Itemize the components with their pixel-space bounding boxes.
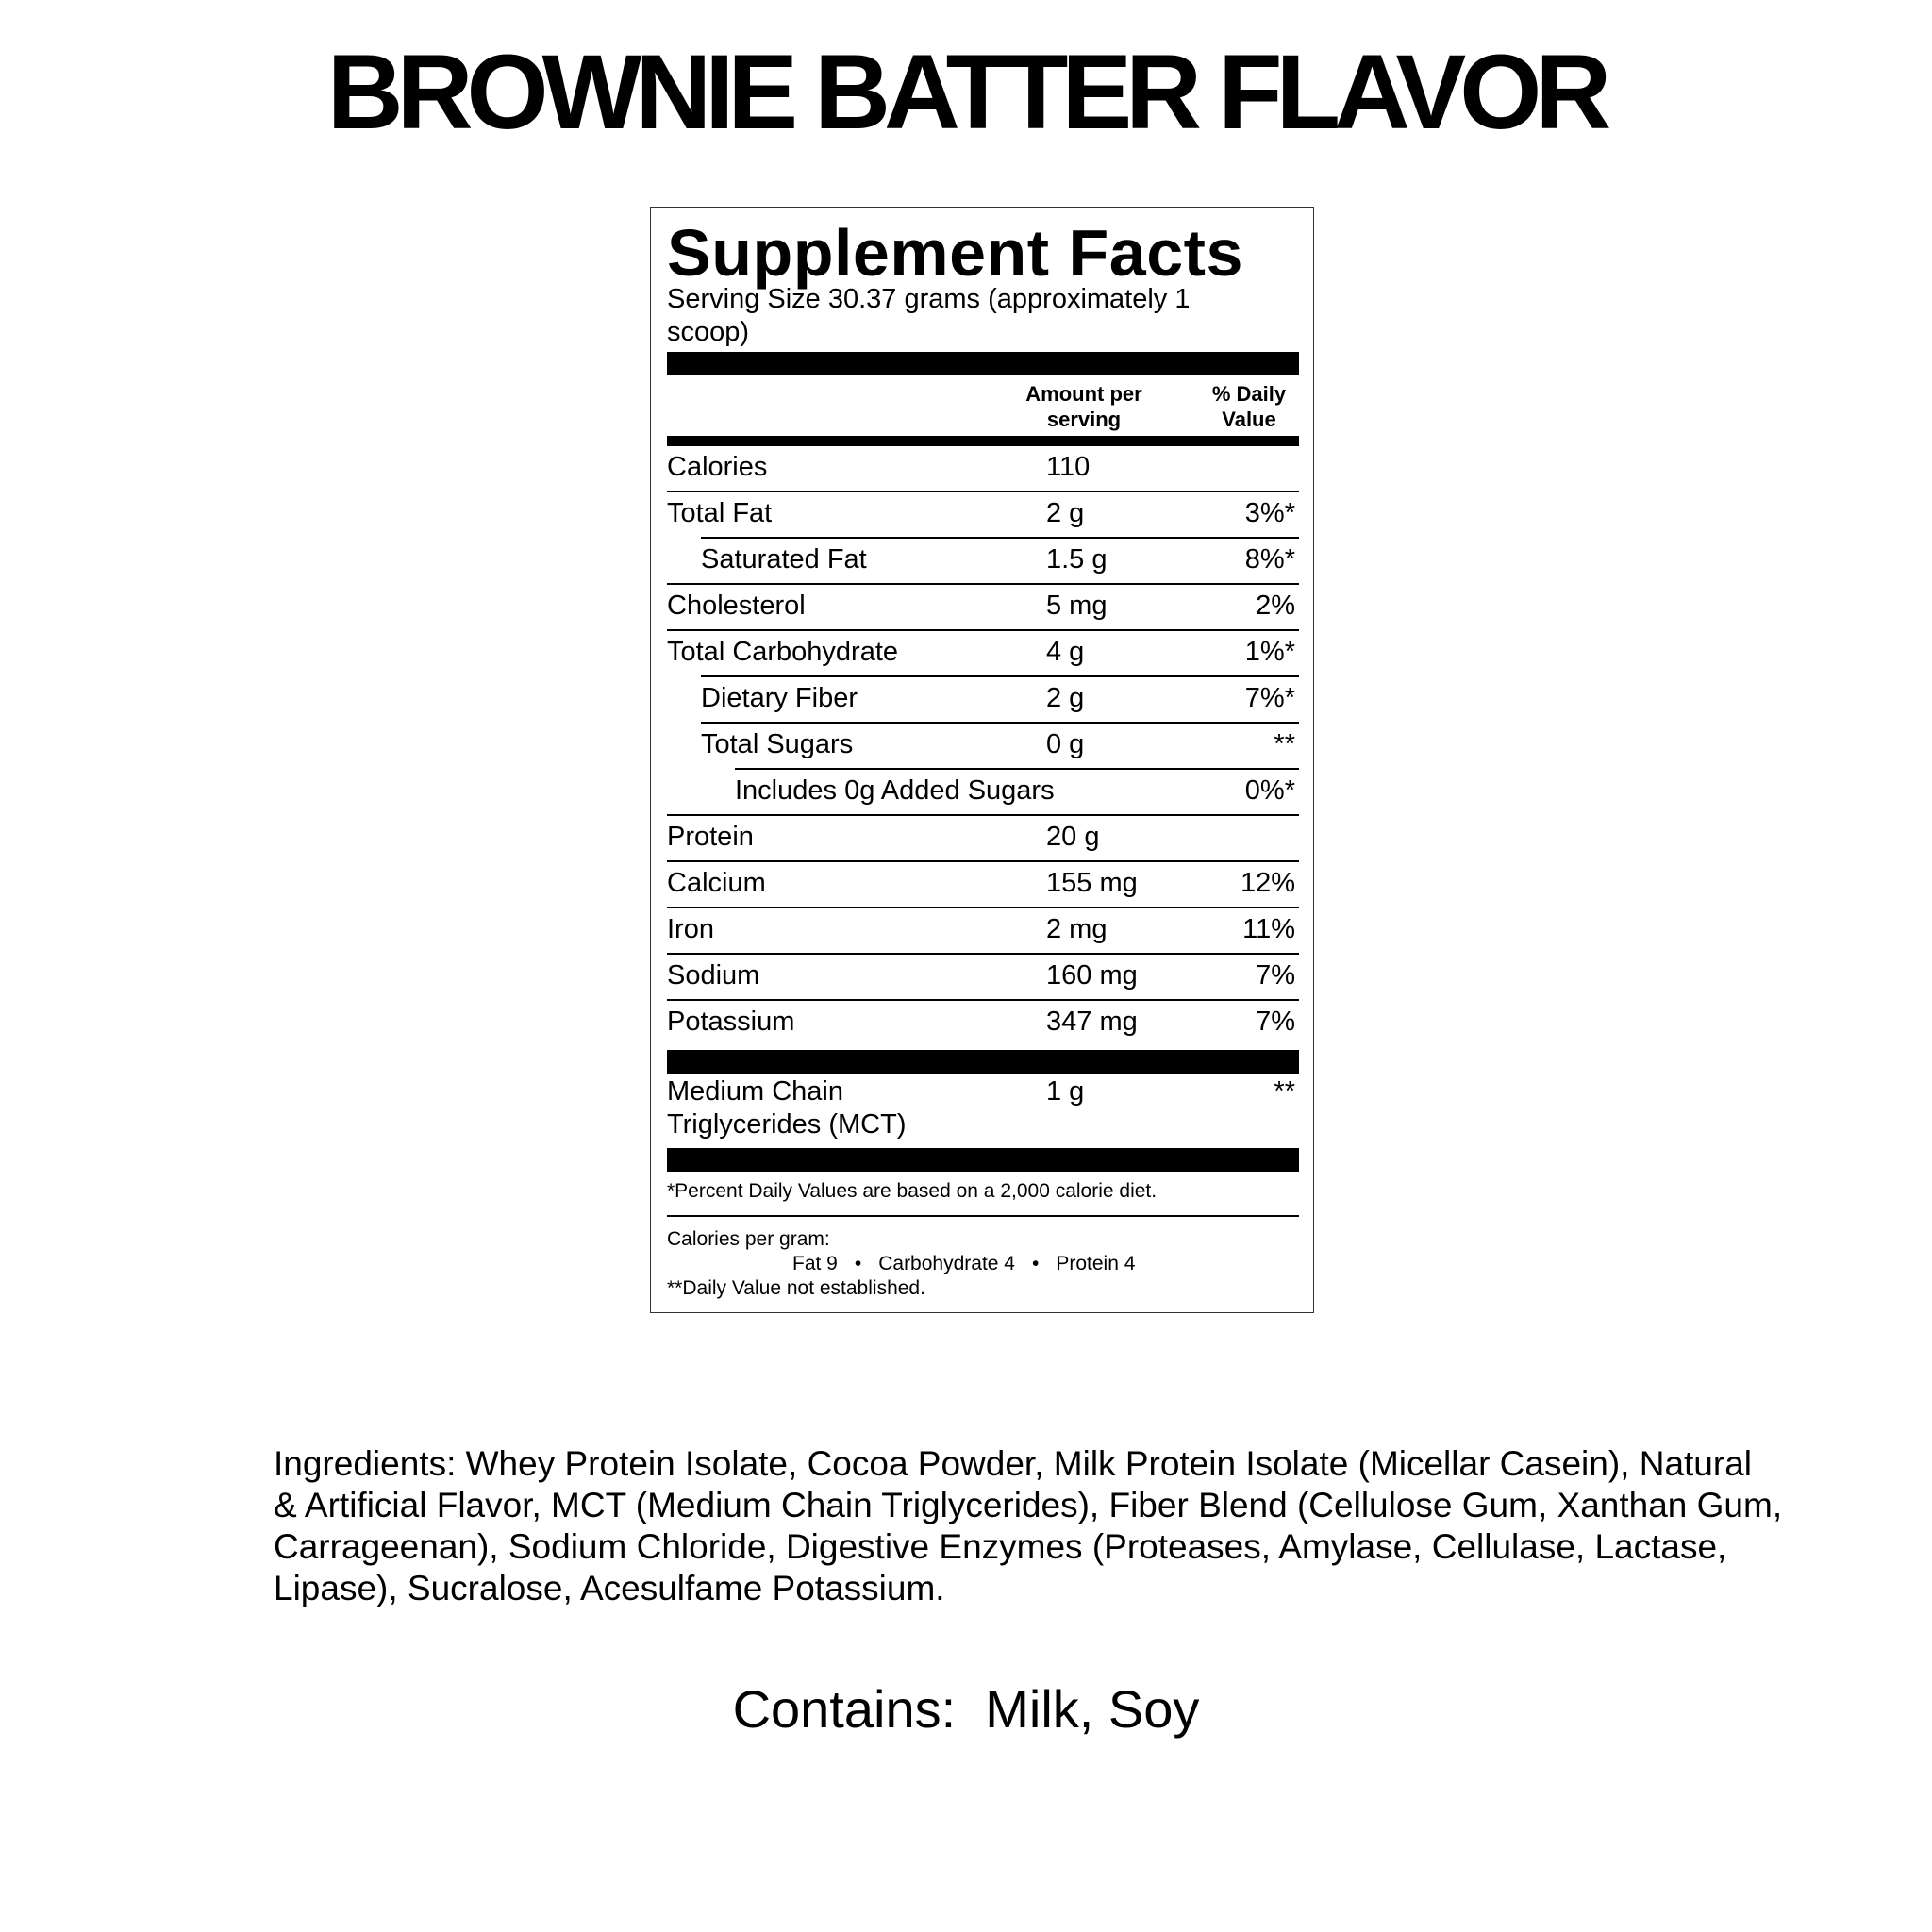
nutrient-amount: 0 g	[1046, 729, 1085, 759]
footnote-rule	[667, 1215, 1299, 1217]
daily-value-footnote: *Percent Daily Values are based on a 2,000 calorie diet.	[667, 1180, 1158, 1202]
mct-amount: 1 g	[1046, 1076, 1085, 1107]
nutrient-name: Total Carbohydrate	[667, 637, 899, 667]
header-divider-bar	[667, 436, 1299, 446]
ingredients-text: Ingredients: Whey Protein Isolate, Cocoa Powder, Milk Protein Isolate (Micellar Casein), Natural & Artificial Flavor, MCT (Medium Chain Triglycerides), Fiber Blend (Cellulose Gum, Xanthan Gum, Carrageenan), Sodium Chloride, Digestive Enzymes (Proteases, Amylase, Cellulase, Lactase, Lipase), Sucralose, Acesulfame Potassium.	[274, 1444, 1783, 1607]
nutrient-amount: 2 g	[1046, 498, 1085, 528]
nutrient-daily-value: 1%*	[1244, 637, 1295, 667]
amount-per-serving-header: Amount per serving	[1025, 382, 1142, 431]
nutrient-amount: 347 mg	[1046, 1007, 1138, 1037]
nutrient-name: Iron	[667, 914, 714, 944]
supplement-facts-panel	[650, 207, 1314, 1313]
nutrient-row	[667, 908, 1299, 955]
allergen-contains: Contains: Milk, Soy	[732, 1679, 1200, 1739]
nutrient-row	[667, 1001, 1299, 1047]
calories-per-gram-label: Calories per gram:	[667, 1228, 830, 1250]
nutrient-name: Sodium	[667, 960, 760, 991]
nutrient-daily-value: 0%*	[1244, 775, 1295, 806]
nutrient-name: Cholesterol	[667, 591, 806, 621]
daily-value-header: % Daily Value	[1211, 382, 1287, 431]
nutrient-row	[667, 446, 1299, 492]
nutrient-daily-value: 2%	[1256, 591, 1295, 621]
calories-per-gram-values	[792, 1252, 1135, 1276]
nutrient-daily-value: 12%	[1240, 868, 1295, 898]
supplement-facts-heading: Supplement Facts	[667, 216, 1243, 290]
nutrient-row	[667, 539, 1299, 585]
nutrient-amount: 2 g	[1046, 683, 1085, 713]
nutrient-daily-value: 7%	[1256, 1007, 1295, 1037]
nutrient-daily-value: 7%*	[1244, 683, 1295, 713]
nutrient-daily-value: 11%	[1242, 914, 1295, 944]
nutrient-amount: 5 mg	[1046, 591, 1108, 621]
nutrient-row	[667, 816, 1299, 862]
nutrient-daily-value: 7%	[1256, 960, 1295, 991]
nutrient-amount: 110	[1046, 452, 1091, 482]
mct-daily-value: **	[1274, 1076, 1295, 1107]
bullet-separator: •	[854, 1253, 862, 1274]
fat-per-gram: Fat 9	[792, 1253, 838, 1274]
mct-name: Medium Chain Triglycerides (MCT)	[667, 1076, 907, 1140]
nutrient-name: Protein	[667, 822, 754, 852]
nutrient-name: Saturated Fat	[701, 544, 867, 575]
nutrient-row	[667, 585, 1299, 631]
mct-row	[667, 1075, 1299, 1151]
nutrient-name: Potassium	[667, 1007, 795, 1037]
flavor-title: BROWNIE BATTER FLAVOR	[326, 33, 1606, 151]
nutrient-row	[667, 770, 1299, 816]
carbohydrate-per-gram: Carbohydrate 4	[878, 1253, 1015, 1274]
nutrient-amount: 2 mg	[1046, 914, 1108, 944]
nutrient-amount: 1.5 g	[1046, 544, 1108, 575]
nutrient-amount: 160 mg	[1046, 960, 1138, 991]
nutrient-row	[667, 492, 1299, 539]
nutrient-name: Dietary Fiber	[701, 683, 858, 713]
nutrient-row	[667, 862, 1299, 908]
nutrient-name: Includes 0g Added Sugars	[735, 775, 1055, 806]
nutrient-row	[667, 631, 1299, 677]
nutrient-name: Calcium	[667, 868, 766, 898]
bullet-separator: •	[1031, 1253, 1040, 1274]
footnote-divider-bar	[667, 1148, 1299, 1172]
nutrient-row	[667, 677, 1299, 724]
protein-per-gram: Protein 4	[1056, 1253, 1136, 1274]
nutrient-row	[667, 955, 1299, 1001]
nutrient-row	[667, 724, 1299, 770]
nutrient-name: Total Fat	[667, 498, 773, 528]
nutrient-name: Total Sugars	[701, 729, 854, 759]
nutrient-daily-value: **	[1274, 729, 1295, 759]
serving-size: Serving Size 30.37 grams (approximately 1 scoop)	[667, 284, 1191, 347]
nutrient-amount: 155 mg	[1046, 868, 1138, 898]
nutrient-amount: 20 g	[1046, 822, 1100, 852]
nutrient-daily-value: 8%*	[1244, 544, 1295, 575]
mct-divider-bar	[667, 1050, 1299, 1074]
nutrient-name: Calories	[667, 452, 768, 482]
top-divider-bar	[667, 352, 1299, 375]
nutrient-daily-value: 3%*	[1244, 498, 1295, 528]
daily-value-not-established-note: **Daily Value not established.	[667, 1277, 925, 1299]
nutrient-amount: 4 g	[1046, 637, 1085, 667]
